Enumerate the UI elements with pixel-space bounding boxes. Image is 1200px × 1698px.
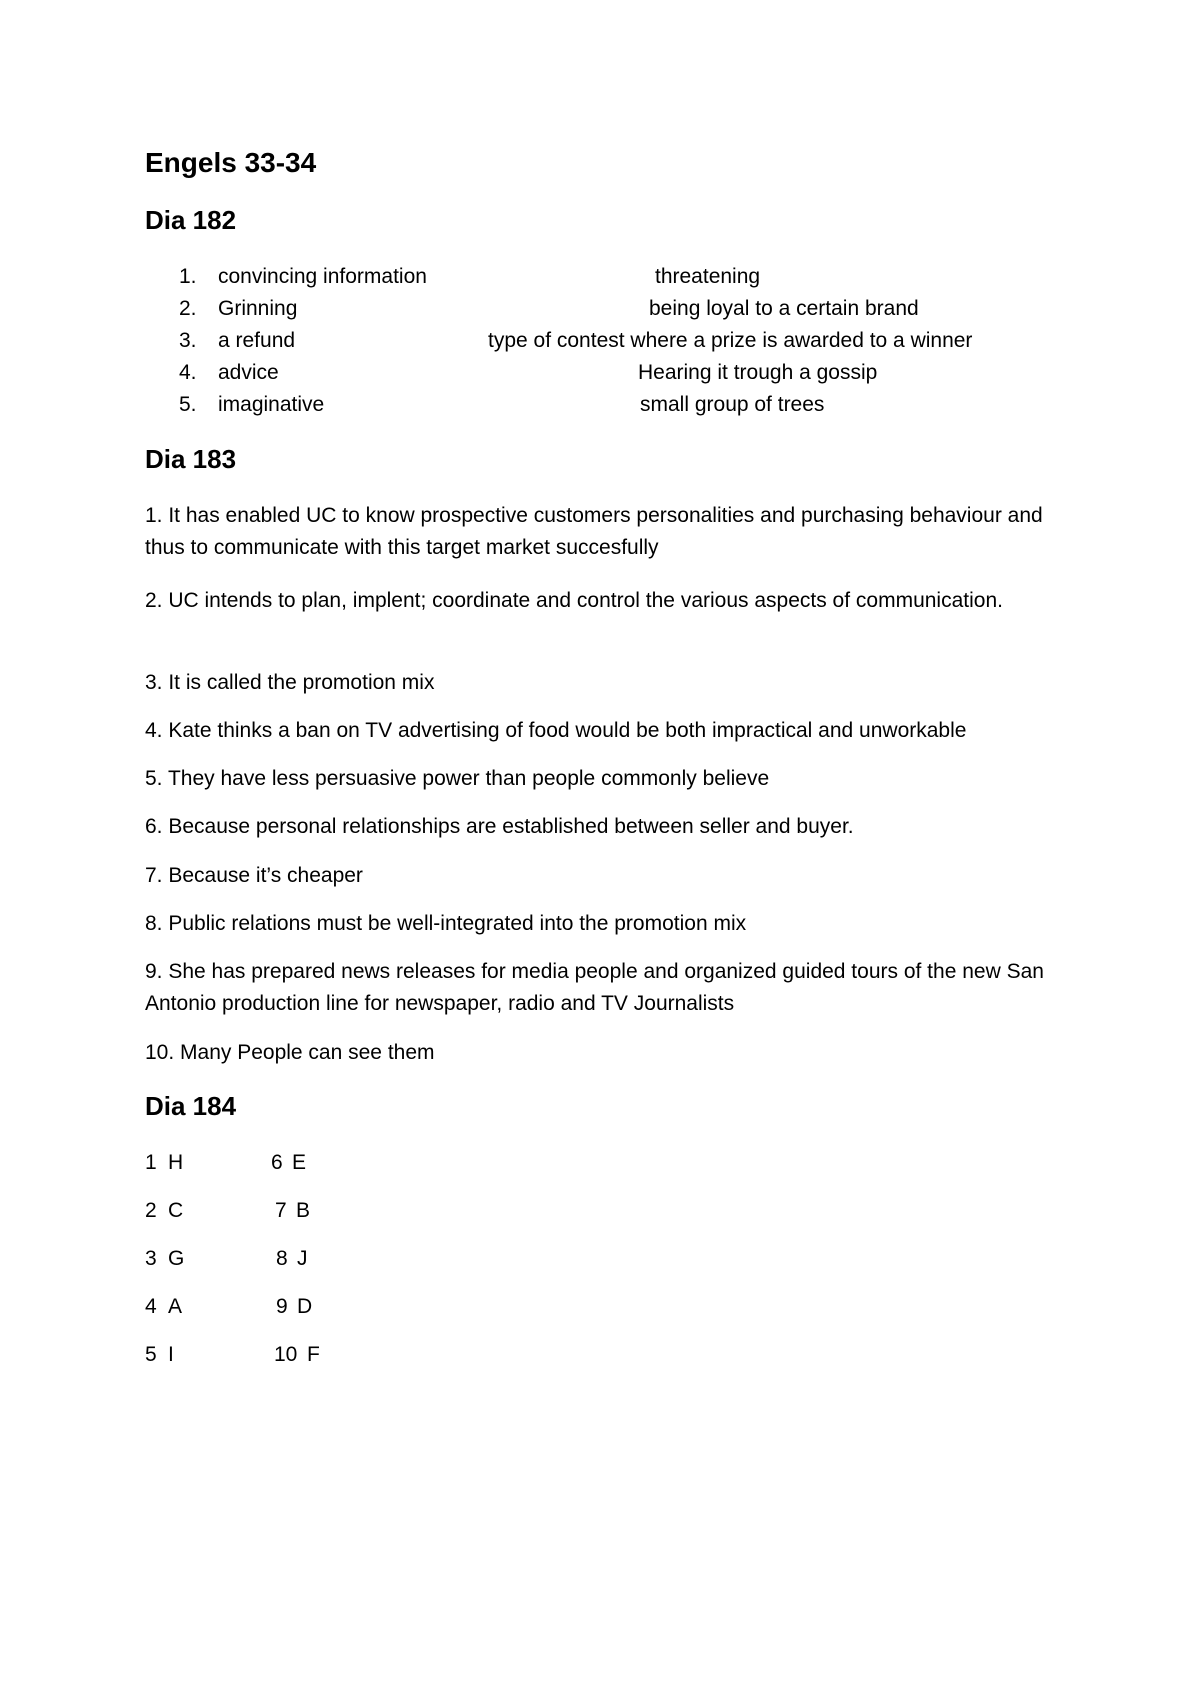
answer-key-number: 4 — [145, 1295, 157, 1318]
answer-key-number: 5 — [145, 1343, 157, 1366]
answer-paragraph: 9. She has prepared news releases for media people and organized guided tours of the new San Antonio production line for newspaper, radio and TV Journalists — [145, 960, 1044, 1015]
answer-key-letter: J — [297, 1247, 308, 1270]
answer-paragraph: 3. It is called the promotion mix — [145, 671, 435, 694]
answer-key-letter: B — [296, 1199, 311, 1222]
match-item — [0, 390, 1200, 420]
match-item-number: 4. — [179, 361, 197, 384]
answer-key-row — [0, 1244, 1200, 1274]
answer-paragraph: 7. Because it’s cheaper — [145, 864, 363, 887]
match-item-term: convincing information — [218, 265, 427, 288]
answer-key-letter: C — [168, 1199, 184, 1222]
answer-key-letter: F — [307, 1343, 320, 1366]
match-item-definition: being loyal to a certain brand — [649, 297, 919, 320]
answer-paragraph: 1. It has enabled UC to know prospective customers personalities and purchasing behaviour and thus to communicate with this target market succesfully — [145, 504, 1043, 559]
answer-paragraph: 6. Because personal relationships are established between seller and buyer. — [145, 815, 854, 838]
answer-key-letter: H — [168, 1151, 184, 1174]
answer-key-letter: D — [297, 1295, 313, 1318]
match-item-number: 3. — [179, 329, 197, 352]
match-item-term: Grinning — [218, 297, 298, 320]
match-item-number: 2. — [179, 297, 197, 320]
match-item-definition: small group of trees — [640, 393, 825, 416]
answer-key-row — [0, 1340, 1200, 1370]
document-title: Engels 33-34 — [145, 147, 317, 178]
section-heading-dia-182: Dia 182 — [145, 205, 237, 235]
answer-key-row — [0, 1292, 1200, 1322]
answer-key-letter: A — [168, 1295, 183, 1318]
match-item — [0, 358, 1200, 388]
answer-key-number: 1 — [145, 1151, 157, 1174]
answer-key-letter: I — [168, 1343, 174, 1366]
section-heading-dia-184: Dia 184 — [145, 1091, 237, 1121]
match-item — [0, 294, 1200, 324]
answer-key-number: 8 — [276, 1247, 288, 1270]
answer-key-letter: G — [168, 1247, 185, 1270]
match-item-number: 5. — [179, 393, 197, 416]
answer-key-number: 10 — [274, 1343, 298, 1366]
answer-key-row — [0, 1148, 1200, 1178]
match-item-definition: threatening — [655, 265, 761, 288]
match-item — [0, 326, 1200, 356]
answer-key-number: 3 — [145, 1247, 157, 1270]
answer-key-letter: E — [292, 1151, 307, 1174]
section-heading-dia-183: Dia 183 — [145, 444, 237, 474]
answer-paragraph: 4. Kate thinks a ban on TV advertising of food would be both impractical and unworkable — [145, 719, 967, 742]
answer-key-number: 6 — [271, 1151, 283, 1174]
answer-key-number: 9 — [276, 1295, 288, 1318]
match-item-term: a refund — [218, 329, 296, 352]
match-item-number: 1. — [179, 265, 197, 288]
match-item-term: advice — [218, 361, 279, 384]
answer-paragraph: 10. Many People can see them — [145, 1041, 435, 1064]
answer-paragraph: 5. They have less persuasive power than people commonly believe — [145, 767, 770, 790]
answer-key-number: 2 — [145, 1199, 157, 1222]
match-item-definition: Hearing it trough a gossip — [638, 361, 878, 384]
answer-paragraph: 2. UC intends to plan, implent; coordinate and control the various aspects of communication. — [145, 589, 1003, 612]
match-item-definition: type of contest where a prize is awarded to a winner — [488, 329, 973, 352]
match-item — [0, 262, 1200, 292]
answer-paragraph: 8. Public relations must be well-integrated into the promotion mix — [145, 912, 747, 935]
answer-key-row — [0, 1196, 1200, 1226]
answer-key-number: 7 — [275, 1199, 287, 1222]
match-item-term: imaginative — [218, 393, 325, 416]
